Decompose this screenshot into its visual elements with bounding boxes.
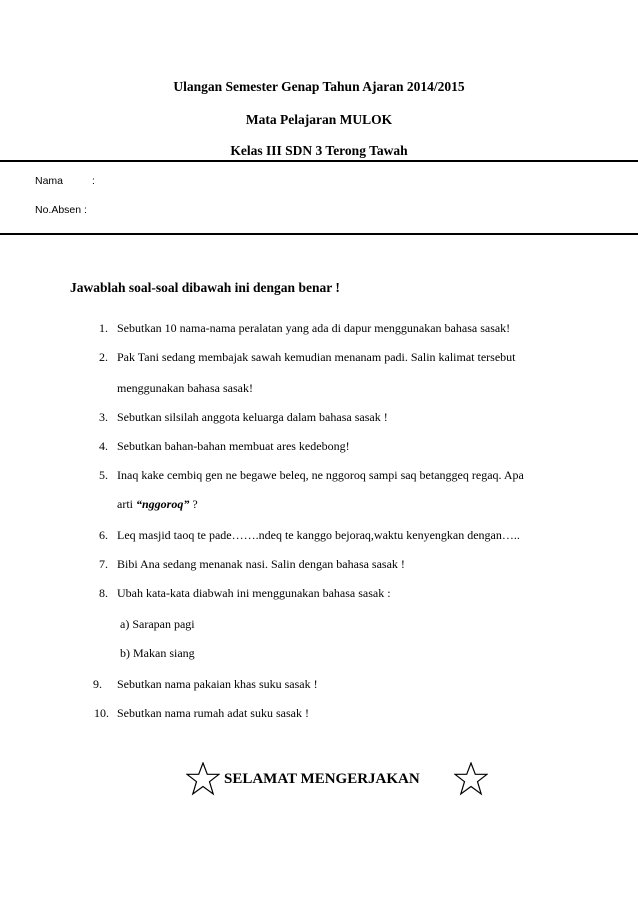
question-emphasis: “nggoroq” — [136, 497, 190, 511]
question-text-prefix: arti — [117, 497, 136, 511]
sub-item-a: a) Sarapan pagi — [120, 617, 195, 631]
question-text-suffix: ? — [189, 497, 198, 511]
question-number: 8. — [99, 586, 108, 600]
question-text: Bibi Ana sedang menanak nasi. Salin dengan bahasa sasak ! — [117, 557, 405, 571]
question-text: Sebutkan bahan-bahan membuat ares kedebong! — [117, 439, 350, 453]
question-text: Inaq kake cembiq gen ne begawe beleq, ne nggoroq sampi saq betanggeq regaq. Apa — [117, 468, 524, 482]
exam-title: Ulangan Semester Genap Tahun Ajaran 2014/2015 — [173, 79, 465, 94]
instruction: Jawablah soal-soal dibawah ini dengan benar ! — [70, 280, 340, 295]
question-number: 2. — [99, 350, 108, 364]
absen-label: No.Absen : — [35, 204, 87, 216]
question-number: 6. — [99, 528, 108, 542]
question-text: Sebutkan nama rumah adat suku sasak ! — [117, 706, 309, 720]
class-title: Kelas III SDN 3 Terong Tawah — [230, 143, 408, 158]
question-number: 9. — [93, 677, 102, 691]
question-number: 1. — [99, 321, 108, 335]
question-text-continued: menggunakan bahasa sasak! — [117, 381, 253, 395]
bottom-divider — [0, 233, 638, 235]
question-number: 4. — [99, 439, 108, 453]
question-text: Sebutkan silsilah anggota keluarga dalam bahasa sasak ! — [117, 410, 388, 424]
question-text: Leq masjid taoq te pade…….ndeq te kanggo bejoraq,waktu kenyengkan dengan….. — [117, 528, 520, 542]
question-number: 7. — [99, 557, 108, 571]
closing-text: SELAMAT MENGERJAKAN — [224, 771, 420, 787]
question-number: 5. — [99, 468, 108, 482]
question-text-continued — [117, 497, 198, 512]
star-outline-icon — [186, 762, 220, 796]
question-text: Sebutkan 10 nama-nama peralatan yang ada di dapur menggunakan bahasa sasak! — [117, 321, 511, 335]
star-outline-icon — [454, 762, 488, 796]
question-text: Sebutkan nama pakaian khas suku sasak ! — [117, 677, 318, 691]
nama-colon: : — [92, 175, 95, 187]
closing-banner — [186, 762, 486, 798]
question-number: 3. — [99, 410, 108, 424]
subject-title: Mata Pelajaran MULOK — [245, 112, 393, 127]
nama-label: Nama — [35, 175, 64, 187]
question-number: 10. — [94, 706, 109, 720]
top-divider — [0, 160, 638, 162]
sub-item-b: b) Makan siang — [120, 646, 195, 660]
question-text: Pak Tani sedang membajak sawah kemudian menanam padi. Salin kalimat tersebut — [117, 350, 516, 364]
question-text: Ubah kata-kata diabwah ini menggunakan bahasa sasak : — [117, 586, 391, 600]
